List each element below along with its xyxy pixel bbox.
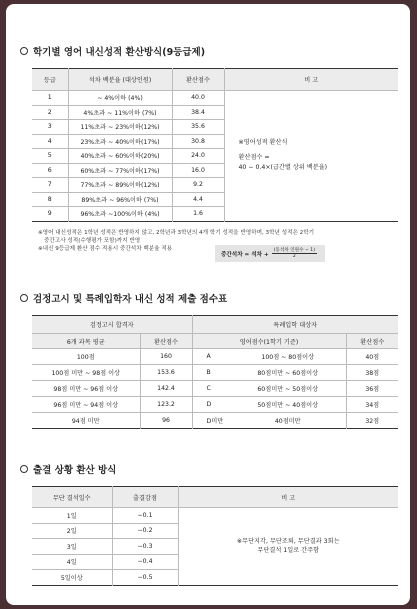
circle-bullet-icon <box>20 294 28 302</box>
range-cell: 40%초과 ~ 60%이하(20%) <box>68 149 172 164</box>
score-cell: 16.0 <box>172 163 224 178</box>
average-cell: 100점 미만 ~ 98점 이상 <box>51 370 121 377</box>
score-cell: 153.6 <box>140 365 192 381</box>
days-cell: 1일 <box>66 512 77 520</box>
days-cell: 5일이상 <box>60 574 83 582</box>
score-cell: 4.4 <box>172 192 224 207</box>
days-cell: 3일 <box>66 543 77 551</box>
score-cell: 38.4 <box>172 105 224 120</box>
score-cell: 32점 <box>346 413 398 429</box>
deduction-cell: −0.1 <box>112 508 178 524</box>
grade-cell: 7 <box>47 181 52 189</box>
score-cell: 9.2 <box>172 178 224 193</box>
qualification-exam-table <box>32 315 398 429</box>
grade-cell: B <box>192 365 230 381</box>
header-deduction: 출결감점 <box>112 487 178 508</box>
score-cell: 36점 <box>346 381 398 397</box>
score-cell: 160 <box>140 349 192 365</box>
grade-cell: 6 <box>47 166 52 174</box>
table-row <box>32 508 398 524</box>
grade-cell: 5 <box>47 152 52 160</box>
attendance-table <box>32 486 398 586</box>
group-header-ged: 검정고시 합격자 <box>32 316 192 334</box>
header-average: 6개 과목 평균 <box>32 334 140 349</box>
deduction-cell: −0.5 <box>112 570 178 586</box>
average-cell: 100점 <box>76 354 95 361</box>
average-cell: 94점 미만 <box>71 418 100 425</box>
footnote-english-grade: ※영어 내신성적은 1학년 성적은 반영하지 않고, 2학년과 3학년의 4개 학기 성적을 반영하며, 3학년 성적은 2학기 중간고사 성적(수행평가 포함)까지 반영 ※내신 9등급제 환산 점수 적용시 중간석차 백분율 적용 <box>38 230 315 252</box>
section2-title: 검정고시 및 특례입학자 내신 성적 제출 점수표 <box>20 291 227 305</box>
english-range-cell: 60점미만 ~ 50점이상 <box>257 386 319 393</box>
english-range-cell: 50점미만 ~ 40점이상 <box>257 402 319 409</box>
score-cell: 38점 <box>346 365 398 381</box>
deduction-cell: −0.4 <box>112 554 178 570</box>
header-score: 환산점수 <box>172 69 224 91</box>
score-cell: 34점 <box>346 397 398 413</box>
deduction-cell: −0.2 <box>112 523 178 539</box>
score-cell: 1.6 <box>172 207 224 222</box>
table-row <box>32 349 398 365</box>
score-cell: 24.0 <box>172 149 224 164</box>
header-score: 환산점수 <box>140 334 192 349</box>
header-remark: 비 고 <box>178 487 398 508</box>
table-row <box>32 91 398 106</box>
grade-cell: 1 <box>47 94 52 102</box>
range-cell: 77%초과 ~ 89%이하(12%) <box>68 178 172 193</box>
header-absence-days: 무단 결석일수 <box>32 487 112 508</box>
table-row <box>32 365 398 381</box>
grade-cell: 3 <box>47 123 52 131</box>
score-cell: 30.8 <box>172 134 224 149</box>
range-cell: 96%초과 ~100%이하 (4%) <box>68 207 172 222</box>
circle-bullet-icon <box>20 47 28 55</box>
grade-cell: D미만 <box>192 413 230 429</box>
deduction-cell: −0.3 <box>112 539 178 555</box>
range-cell: 23%초과 ~ 40%이하(17%) <box>68 134 172 149</box>
table-row <box>32 381 398 397</box>
attendance-note: ※무단지각, 무단조퇴, 무단결과 3회는 무단결석 1일로 간주함 <box>178 508 398 586</box>
section1-title: 학기별 영어 내신성적 환산방식(9등급제) <box>20 44 205 58</box>
score-cell: 123.2 <box>140 397 192 413</box>
grade-cell: 4 <box>47 137 52 145</box>
score-cell: 142.4 <box>140 381 192 397</box>
grade-cell: 9 <box>47 210 52 218</box>
score-cell: 40.0 <box>172 91 224 106</box>
days-cell: 4일 <box>66 559 77 567</box>
median-rank-formula: 중간석차 = 석차 + $\frac{\text{(동석차 인원수 − 1)}}{2}$ <box>215 245 325 262</box>
english-range-cell: 40점미만 <box>274 418 301 425</box>
header-rank-percent: 석차 백분율 (대상인원) <box>68 69 172 91</box>
grade-cell: D <box>192 397 230 413</box>
english-range-cell: 80점미만 ~ 60점이상 <box>257 370 319 377</box>
range-cell: ~ 4%이하 (4%) <box>68 91 172 106</box>
header-remark: 비 고 <box>224 69 398 91</box>
range-cell: 11%초과 ~ 23%이하(12%) <box>68 120 172 135</box>
header-english-score: 영어점수(1학기 기준) <box>192 334 346 349</box>
grade-cell: A <box>192 349 230 365</box>
header-score: 환산점수 <box>346 334 398 349</box>
grade-cell: C <box>192 381 230 397</box>
average-cell: 96점 미만 ~ 94점 이상 <box>53 402 119 409</box>
grade-cell: 2 <box>47 108 52 116</box>
days-cell: 2일 <box>66 528 77 536</box>
average-cell: 98점 미만 ~ 96점 이상 <box>53 386 119 393</box>
grade-cell: 8 <box>47 195 52 203</box>
section3-title: 출결 상황 환산 방식 <box>20 462 116 476</box>
circle-bullet-icon <box>20 465 28 473</box>
conversion-formula-note: ※영어성적 환산식 환산점수 = 40 − 0.4×(급간별 상위 백분율) <box>224 91 398 222</box>
score-cell: 40점 <box>346 349 398 365</box>
score-cell: 35.6 <box>172 120 224 135</box>
english-range-cell: 100점 ~ 80점이상 <box>261 354 315 361</box>
grade-conversion-table <box>32 68 398 222</box>
document-page <box>6 4 410 605</box>
range-cell: 60%초과 ~ 77%이하(17%) <box>68 163 172 178</box>
table-row <box>32 413 398 429</box>
table-row <box>32 397 398 413</box>
range-cell: 4%초과 ~ 11%이하 (7%) <box>68 105 172 120</box>
score-cell: 96 <box>140 413 192 429</box>
range-cell: 89%초과 ~ 96%이하 (7%) <box>68 192 172 207</box>
group-header-special: 특례입학 대상자 <box>192 316 398 334</box>
header-grade: 등급 <box>32 69 68 91</box>
formula-fraction: $\frac{\text{(동석차 인원수 − 1)}}{2}$ <box>273 248 316 259</box>
